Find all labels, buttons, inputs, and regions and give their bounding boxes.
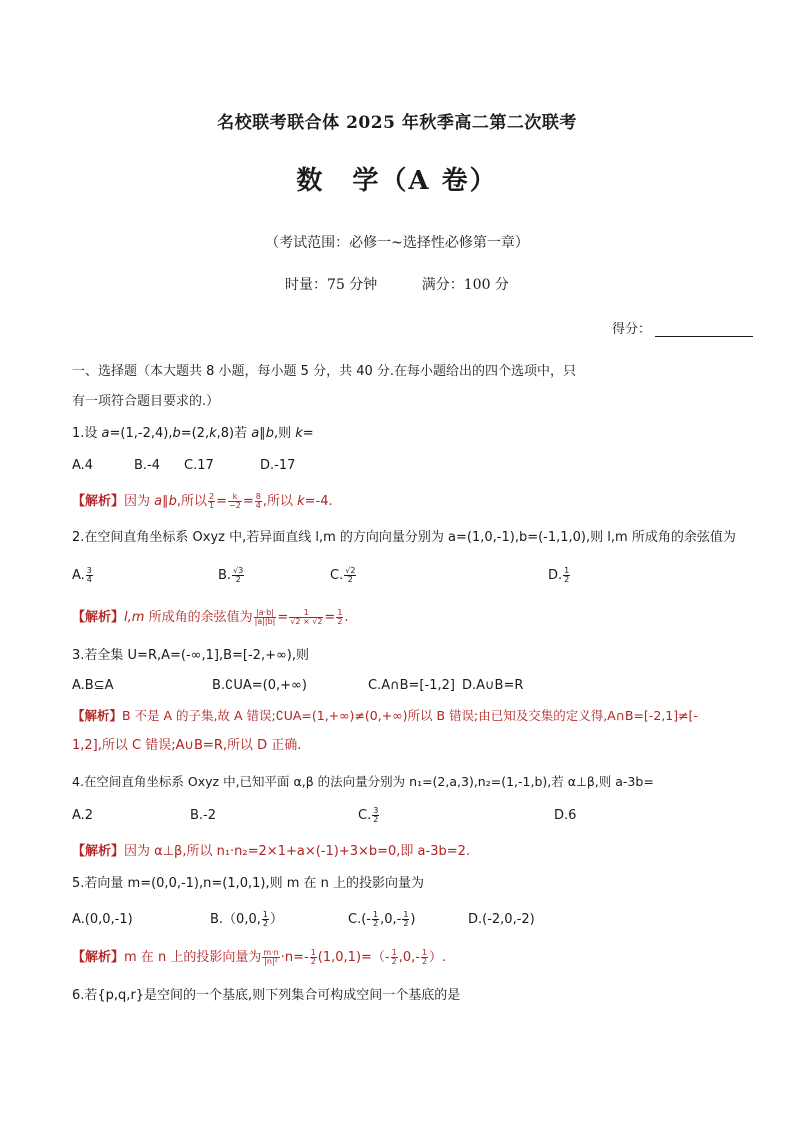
- question-5-stem: 5.若向量 m=(0,0,-1),n=(1,0,1),则 m 在 n 上的投影向量为: [72, 876, 425, 891]
- score-label: 得分：: [612, 322, 652, 337]
- q4-option-b[interactable]: B.-2: [190, 808, 217, 823]
- question-6-stem: 6.若{p,q,r}是空间的一个基底,则下列集合可构成空间一个基底的是: [72, 988, 461, 1003]
- q5-option-a[interactable]: A.(0,0,-1): [72, 912, 133, 927]
- question-1-analysis: 【解析】因为 a∥b,所以 $\frac{2}{1}$ = $\frac{k}{-2}$ = $\frac{8}{4}$ ,所以 k=-4.: [72, 492, 333, 510]
- exam-timing: [0, 274, 794, 294]
- subject-title: 数 学（A 卷）: [296, 166, 498, 196]
- fraction: $\frac{m\cdot n}{\text{|n|²}}$: [263, 948, 279, 966]
- fraction: $\frac{|a\cdot b|}{|a||b|}$: [254, 608, 276, 626]
- q4-option-d[interactable]: D.6: [554, 808, 577, 823]
- question-1-stem: 1.设 a=(1,-2,4),b=(2,k,8)若 a∥b,则 k=: [72, 426, 314, 441]
- section-heading-line1: 一、选择题（本大题共 8 小题，每小题 5 分，共 40 分.在每小题给出的四个选项中，只: [72, 364, 577, 379]
- q3-option-c[interactable]: C.A∩B=[-1,2]: [368, 678, 455, 693]
- question-3-stem: 3.若全集 U=R,A=(-∞,1],B=[-2,+∞),则: [72, 648, 309, 663]
- q4-option-c[interactable]: C. $\frac{3}{2}$: [358, 806, 379, 824]
- fraction: $\frac{k}{-2}$: [229, 492, 241, 510]
- fraction: $\frac{1}{2}$: [310, 948, 316, 966]
- exam-title: 名校联考联合体 2025 年秋季高二第二次联考: [217, 113, 577, 133]
- question-5-analysis: 【解析】m 在 n 上的投影向量为 $\frac{m\cdot n}{\text{|n|²}}$ ·n=- $\frac{1}{2}$ (1,0,1)=（- $\frac{1}{2}$ ,0,- $\frac{1}{2}$ ）.: [72, 948, 447, 966]
- section-heading-line2: 有一项符合题目要求的.）: [72, 394, 220, 409]
- fraction: $\frac{2}{1}$: [209, 492, 215, 510]
- q2-option-d[interactable]: D. $\frac{1}{2}$: [548, 566, 570, 584]
- q3-option-a[interactable]: A.B⊆A: [72, 678, 114, 693]
- exam-scope: （考试范围：必修一~选择性必修第一章）: [265, 235, 529, 251]
- q5-option-b[interactable]: B.（0,0, $\frac{1}{2}$ ）: [210, 910, 283, 928]
- exam-time: 时量：75 分钟: [285, 277, 378, 293]
- q5-option-c[interactable]: C.(- $\frac{1}{2}$ ,0,- $\frac{1}{2}$ ): [348, 910, 416, 928]
- exam-full-score: 满分：100 分: [421, 277, 509, 293]
- fraction: $\frac{1}{√2 \times √2}$: [290, 608, 323, 626]
- q5-option-d[interactable]: D.(-2,0,-2): [468, 912, 535, 927]
- q3-option-d[interactable]: D.A∪B=R: [462, 678, 524, 693]
- score-blank[interactable]: [655, 322, 753, 337]
- question-3-analysis-line1: 【解析】B 不是 A 的子集,故 A 错误;∁UA=(1,+∞)≠(0,+∞)所以 B 错误;由已知及交集的定义得,A∩B=[-2,1]≠[-: [72, 708, 698, 723]
- q1-option-a[interactable]: A.4: [72, 458, 94, 473]
- fraction: $\frac{8}{4}$: [255, 492, 261, 510]
- score-field: [612, 318, 753, 337]
- question-3-analysis-line2: 1,2],所以 C 错误;A∪B=R,所以 D 正确.: [72, 738, 302, 753]
- question-4-analysis: 【解析】因为 α⊥β,所以 n₁·n₂=2×1+a×(-1)+3×b=0,即 a-3b=2.: [72, 844, 471, 859]
- fraction: $\frac{1}{2}$: [421, 948, 428, 966]
- q2-option-b[interactable]: B. $\frac{√3}{2}$: [218, 566, 244, 584]
- fraction: $\frac{1}{2}$: [391, 948, 397, 966]
- q1-option-c[interactable]: C.17: [184, 458, 214, 473]
- question-4-stem: 4.在空间直角坐标系 Oxyz 中,已知平面 α,β 的法向量分别为 n₁=(2,a,3),n₂=(1,-1,b),若 α⊥β,则 a-3b=: [72, 774, 654, 789]
- q1-option-d[interactable]: D.-17: [260, 458, 296, 473]
- q2-option-a[interactable]: A. $\frac{3}{4}$: [72, 566, 92, 584]
- q2-option-c[interactable]: C. $\frac{√2}{2}$: [330, 566, 356, 584]
- q1-option-b[interactable]: B.-4: [134, 458, 161, 473]
- question-2-stem: 2.在空间直角坐标系 Oxyz 中,若异面直线 l,m 的方向向量分别为 a=(1,0,-1),b=(-1,1,0),则 l,m 所成角的余弦值为: [72, 530, 736, 545]
- q3-option-b[interactable]: B.∁UA=(0,+∞): [212, 678, 307, 693]
- q4-option-a[interactable]: A.2: [72, 808, 94, 823]
- fraction: $\frac{1}{2}$: [337, 608, 343, 626]
- question-2-analysis: 【解析】l,m 所成角的余弦值为 $\frac{|a\cdot b|}{|a||b|}$ = $\frac{1}{√2 \times √2}$ = $\frac{1}{2}$ .: [72, 608, 349, 626]
